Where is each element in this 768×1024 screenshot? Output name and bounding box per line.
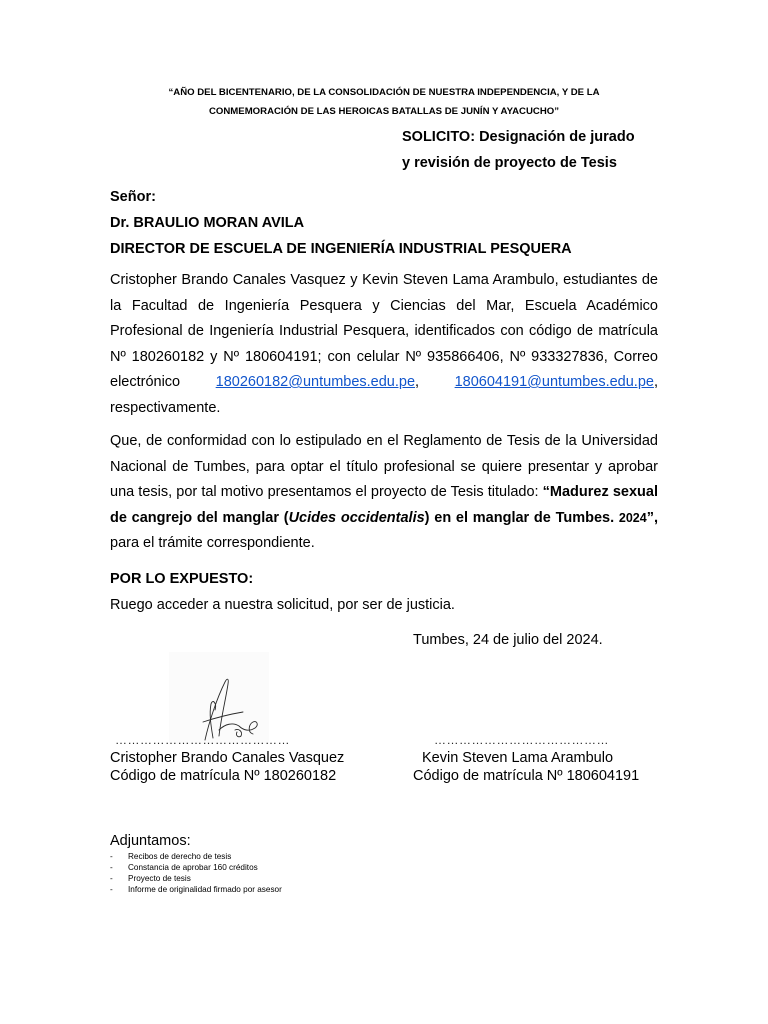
signatory-left-name: Cristopher Brando Canales Vasquez — [110, 750, 345, 766]
header-line-2: CONMEMORACIÓN DE LAS HEROICAS BATALLAS DE JUNÍN Y AYACUCHO” — [208, 106, 560, 117]
request-subject — [402, 124, 660, 176]
attachment-item: - Proyecto de tesis — [110, 873, 282, 884]
thesis-title-close: ”, — [646, 509, 658, 526]
signature-line-left: …………………………………… — [115, 733, 290, 747]
thesis-intro-text: Que, de conformidad con lo estipulado en el Reglamento de Tesis de la Universidad Nacional de Tumbes, para optar el título profesional se quiere presentar y aprobar una tesis, por tal motivo presentamos el proyecto de Tesis titulado: — [110, 433, 658, 500]
attachment-item: - Recibos de derecho de tesis — [110, 851, 282, 862]
document-header-motto — [100, 83, 668, 121]
thesis-title-species: Ucides occidentalis — [288, 509, 425, 526]
closing-heading: POR LO EXPUESTO: — [110, 571, 254, 587]
intro-text-end: , respectivamente. — [110, 374, 658, 416]
signatory-right-code: Código de matrícula Nº 180604191 — [413, 768, 640, 784]
signature-line-right: …………………………………… — [434, 733, 609, 747]
signatory-left-code: Código de matrícula Nº 180260182 — [110, 768, 337, 784]
closing-block — [110, 566, 658, 618]
signature-drawing — [169, 652, 269, 744]
paragraph-introduction — [110, 268, 658, 421]
email-link-1[interactable]: 180260182@untumbes.edu.pe — [215, 374, 416, 390]
thesis-title-part-2: ) en el manglar de Tumbes. — [424, 509, 619, 526]
addressee-block — [110, 184, 658, 262]
thesis-title-year: 2024 — [618, 510, 647, 525]
request-subject-line-1: SOLICITO: Designación de jurado — [402, 129, 635, 145]
salutation: Señor: — [110, 189, 156, 205]
attachment-item: - Constancia de aprobar 160 créditos — [110, 862, 282, 873]
handwritten-signature — [169, 652, 269, 744]
addressee-position: DIRECTOR DE ESCUELA DE INGENIERÍA INDUSTRIAL PESQUERA — [110, 241, 572, 257]
header-line-1: “AÑO DEL BICENTENARIO, DE LA CONSOLIDACIÓN DE NUESTRA INDEPENDENCIA, Y DE LA — [168, 87, 600, 98]
signatory-right-name: Kevin Steven Lama Arambulo — [422, 750, 614, 766]
addressee-name: Dr. BRAULIO MORAN AVILA — [110, 215, 305, 231]
email-link-2[interactable]: 180604191@untumbes.edu.pe — [454, 374, 654, 390]
document-date: Tumbes, 24 de julio del 2024. — [413, 632, 603, 648]
request-subject-line-2: y revisión de proyecto de Tesis — [402, 155, 617, 171]
paragraph-thesis — [110, 429, 658, 557]
intro-text: Cristopher Brando Canales Vasquez y Kevin Steven Lama Arambulo, estudiantes de la Facultad de Ingeniería Pesquera y Ciencias del Mar, Escuela Académico Profesional de Ingeniería Industrial Pesquera, identificados con código de matrícula Nº 180260182 y Nº 180604191; con celular Nº 935866406, Nº 933327836, Correo electrónico — [110, 272, 658, 390]
signatory-left — [110, 749, 344, 785]
thesis-text-end: para el trámite correspondiente. — [110, 535, 315, 551]
closing-request: Ruego acceder a nuestra solicitud, por ser de justicia. — [110, 597, 455, 613]
attachments-list — [110, 851, 282, 895]
attachment-item: - Informe de originalidad firmado por asesor — [110, 884, 282, 895]
email-separator: , — [415, 374, 420, 390]
attachments-heading: Adjuntamos: — [110, 833, 191, 849]
thesis-title-part-1: “Madurez sexual de cangrejo del manglar ( — [110, 484, 658, 526]
signatory-right — [413, 749, 639, 785]
